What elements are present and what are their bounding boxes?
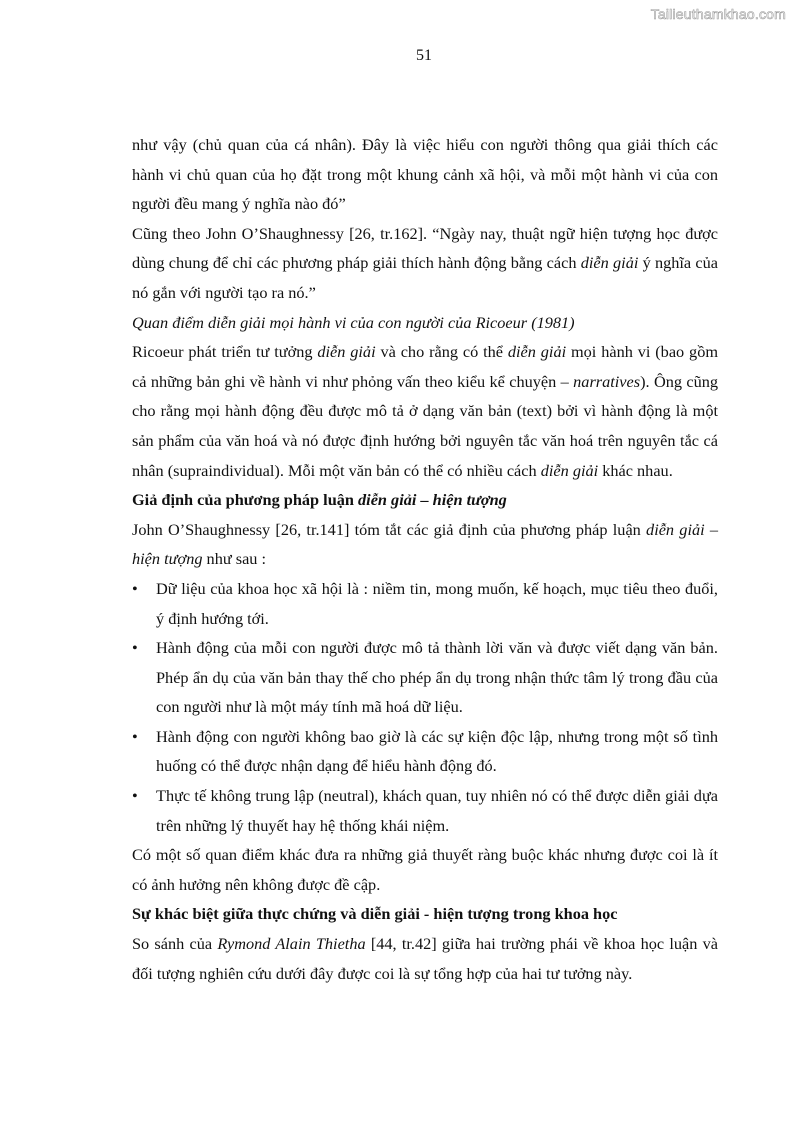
section-heading-ricoeur <box>132 308 718 338</box>
paragraph-2 <box>132 219 718 308</box>
paragraph-2-emphasis: diễn giải <box>580 253 639 273</box>
bullet-icon: • <box>132 638 138 658</box>
paragraph-3-emphasis-2: diễn giải <box>507 342 567 362</box>
paragraph-3-text-a: Ricoeur phát triển tư tưởng <box>132 342 318 362</box>
paragraph-4-text-a: John O’Shaughnessy [26, tr.141] tóm tắt các giả định của phương pháp luận <box>132 519 647 539</box>
section-heading-comparison: Sự khác biệt giữa thực chứng và diễn giải - hiện tượng trong khoa học <box>132 904 618 924</box>
paragraph-3-text-c: mọi hành vi (bao gồm cả những bản ghi về hành vi như phỏng vấn theo kiểu kể chuyện – <box>132 342 718 391</box>
paragraph-4-emphasis: diễn giải – hiện tượng <box>132 519 719 569</box>
paragraph-2-text-a: Cũng theo John O’Shaughnessy [26, tr.162]. “Ngày nay, thuật ngữ hiện tượng học được dùng chung để chỉ các phương pháp giải thích hành động bằng cách <box>132 223 718 273</box>
list-item <box>132 722 718 781</box>
paragraph-5: Có một số quan điểm khác đưa ra những giả thuyết ràng buộc khác nhưng được coi là ít có ảnh hưởng nên không được đề cập. <box>132 845 718 894</box>
paragraph-3-text-d: ). Ông cũng cho rằng mọi hành động đều được mô tả ở dạng văn bản (text) bởi vì hành động là một sản phẩm của văn hoá và nó được định hướng bởi nguyên tắc văn hoá trên nguyên tắc cá nhân (supraindividual). Mỗi một văn bản có thể có nhiều cách <box>132 371 718 480</box>
watermark: Tailieuthamkhao.com <box>650 6 786 22</box>
assumption-list <box>132 574 718 840</box>
list-item-text: Hành động của mỗi con người được mô tả thành lời văn và được viết dạng văn bản. Phép ẩn dụ của văn bản thay thế cho phép ẩn dụ trong nhận thức tâm lý trong đầu của con người như là một máy tính mã hoá dữ liệu. <box>156 638 718 717</box>
paragraph-6-text-b: [44, tr.42] giữa hai trường phái về khoa học luận và đối tượng nghiên cứu dưới đây được coi là sự tổng hợp của hai tư tưởng này. <box>132 934 718 983</box>
paragraph-1: như vậy (chủ quan của cá nhân). Đây là việc hiểu con người thông qua giải thích các hành vi chủ quan của họ đặt trong một khung cảnh xã hội, và mỗi một hành vi của con người đều mang ý nghĩa nào đó” <box>132 135 718 214</box>
paragraph-3-text-e: khác nhau. <box>598 460 673 480</box>
section-heading-assumptions <box>132 485 718 515</box>
paragraph-6-text-a: So sánh của <box>132 934 218 954</box>
paragraph-3-emphasis-3: narratives <box>573 371 641 391</box>
paragraph-2-text-b: ý nghĩa của nó gắn với người tạo ra nó.” <box>132 253 718 302</box>
bullet-icon: • <box>132 726 138 746</box>
page-number: 51 <box>416 47 432 64</box>
paragraph-3-emphasis-4: diễn giải <box>540 460 599 480</box>
list-item <box>132 633 718 722</box>
page-body <box>132 130 718 988</box>
paragraph-6-emphasis: Rymond Alain Thietha <box>217 934 366 954</box>
paragraph-3-text-b: và cho rằng có thể <box>375 342 508 362</box>
section-heading-ricoeur-text: Quan điểm diễn giải mọi hành vi của con người của Ricoeur (1981) <box>132 312 575 332</box>
paragraph-4 <box>132 515 718 574</box>
paragraph-3 <box>132 337 718 485</box>
paragraph-3-emphasis-1: diễn giải <box>317 342 376 362</box>
list-item-text: Hành động con người không bao giờ là các sự kiện độc lập, nhưng trong một số tình huống có thể được nhận dạng để hiểu hành động đó. <box>156 726 718 776</box>
bullet-icon: • <box>132 786 138 806</box>
section-heading-assumptions-text: Giả định của phương pháp luận <box>132 490 359 510</box>
bullet-icon: • <box>132 578 138 598</box>
list-item-text: Thực tế không trung lập (neutral), khách quan, tuy nhiên nó có thể được diễn giải dựa trên những lý thuyết hay hệ thống khái niệm. <box>156 786 718 835</box>
section-heading-assumptions-emphasis: diễn giải – hiện tượng <box>358 490 507 510</box>
list-item <box>132 574 718 633</box>
list-item <box>132 781 718 840</box>
paragraph-6 <box>132 929 718 988</box>
list-item-text: Dữ liệu của khoa học xã hội là : niềm tin, mong muốn, kế hoạch, mục tiêu theo đuổi, ý định hướng tới. <box>156 578 718 628</box>
paragraph-4-text-b: như sau : <box>202 549 267 569</box>
